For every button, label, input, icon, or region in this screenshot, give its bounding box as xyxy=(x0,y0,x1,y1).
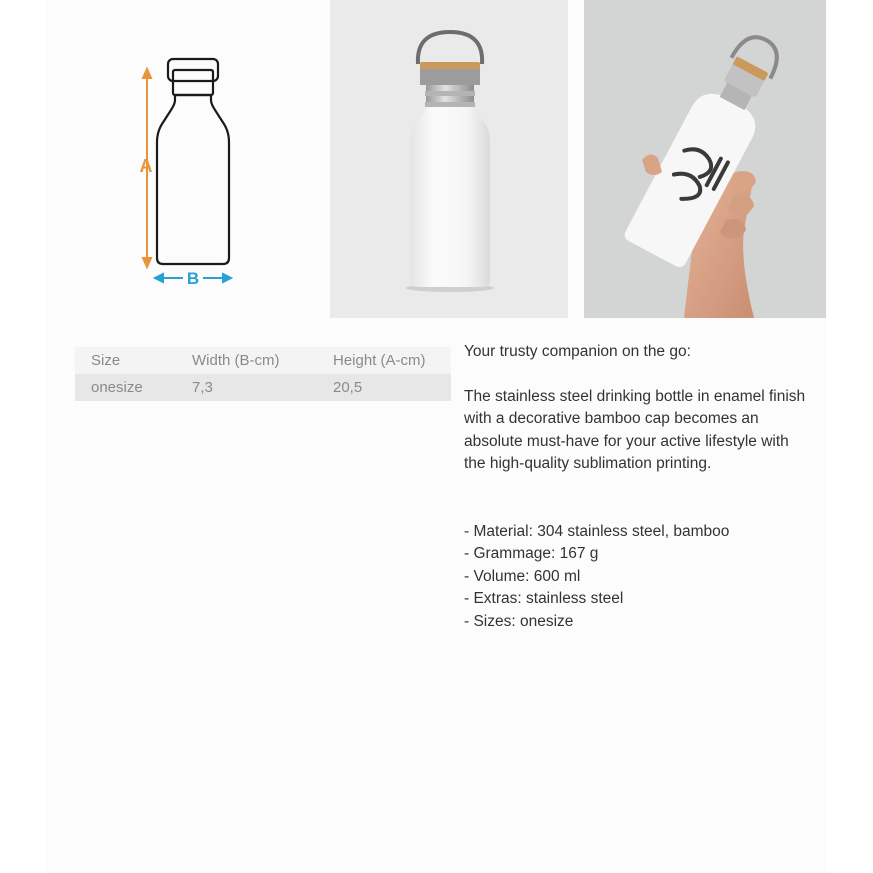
cell-width: 7,3 xyxy=(192,379,213,396)
list-item: - Extras: stainless steel xyxy=(464,590,624,607)
bottle-outline-diagram xyxy=(75,0,323,318)
product-photo xyxy=(330,0,568,318)
table-row xyxy=(75,374,451,401)
hand-holding-bottle-image xyxy=(584,0,826,318)
height-label: A xyxy=(139,156,153,176)
list-item: - Material: 304 stainless steel, bamboo xyxy=(464,522,730,540)
header-size: Size xyxy=(91,352,121,369)
size-diagram xyxy=(75,0,323,318)
spec-list xyxy=(464,521,814,634)
width-label: B xyxy=(186,269,200,288)
size-table-header xyxy=(75,347,451,374)
description-body: The stainless steel drinking bottle in enamel finish with a decorative bamboo cap becomes an absolute must-have for your active lifestyle with the high-quality sublimation printing. xyxy=(464,387,806,472)
product-description xyxy=(464,341,814,633)
bottle-outline-icon xyxy=(157,59,229,264)
list-item: - Volume: 600 ml xyxy=(464,567,581,585)
list-item: - Sizes: onesize xyxy=(464,612,574,630)
white-bottle-image xyxy=(330,0,568,318)
cell-size: onesize xyxy=(91,379,143,396)
size-table xyxy=(75,347,451,401)
description-intro: Your trusty companion on the go: xyxy=(464,343,691,360)
list-item: - Grammage: 167 g xyxy=(464,545,599,562)
lifestyle-photo xyxy=(584,0,826,318)
cell-height: 20,5 xyxy=(333,379,363,396)
header-height: Height (A-cm) xyxy=(333,352,426,369)
header-width: Width (B-cm) xyxy=(192,352,280,369)
